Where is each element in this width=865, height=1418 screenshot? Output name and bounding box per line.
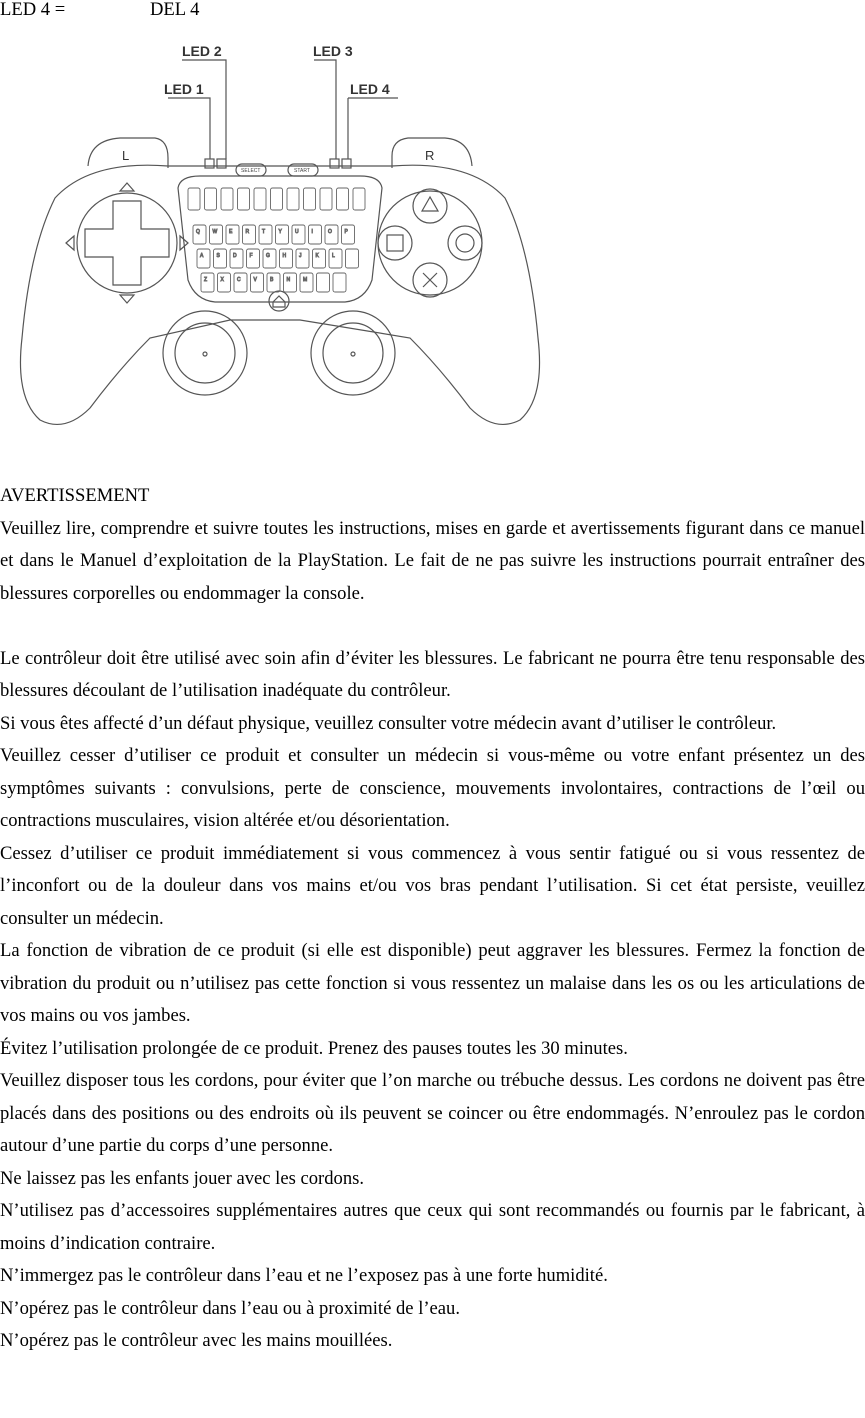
keyboard-key — [317, 273, 330, 292]
keyboard-key-label: W — [212, 229, 218, 235]
keyboard-key-label: R — [245, 229, 250, 235]
keyboard-key — [313, 249, 326, 268]
start-label: START — [294, 168, 310, 174]
keyboard-key — [329, 249, 342, 268]
keyboard-key-label: L — [332, 253, 335, 259]
shoulder-right-label: R — [425, 148, 435, 163]
warning-paragraph: Évitez l’utilisation prolongée de ce produit. Prenez des pauses toutes les 30 minutes. — [0, 1037, 628, 1059]
keyboard-key-label: V — [253, 277, 257, 283]
keyboard-key-label: T — [262, 229, 266, 235]
right-stick-ring — [311, 311, 395, 395]
keyboard-keys — [188, 188, 365, 292]
keyboard-key-label: M — [303, 277, 308, 283]
warning-paragraph: N’opérez pas le contrôleur dans l’eau ou à proximité de l’eau. — [0, 1297, 461, 1319]
keyboard-key-label: H — [282, 253, 287, 259]
warning-paragraph: N’opérez pas le contrôleur avec les mains mouillées. — [0, 1330, 393, 1351]
dpad-ring — [77, 193, 177, 293]
keyboard-key — [271, 188, 283, 210]
keyboard-key-label: X — [220, 277, 224, 283]
led-4-label: LED 4 — [350, 81, 390, 97]
keyboard-key — [304, 188, 316, 210]
keyboard-key — [226, 225, 239, 244]
warning-paragraph: Veuillez cesser d’utiliser ce produit et consulter un médecin si vous-même ou votre enfant présentez un des symptômes suivants : convulsions, perte de conscience, mouvements involontaires, contractions de l’œil ou contractions musculaires, vision altérée et/ou désorientation. — [0, 745, 865, 831]
led-3-label: LED 3 — [313, 43, 353, 59]
keyboard-key-label: D — [233, 253, 237, 259]
dpad-icon — [85, 201, 169, 285]
triangle-button — [413, 189, 447, 223]
warning-paragraph: Cessez d’utiliser ce produit immédiatement si vous commencez à vous sentir fatigué ou si vous ressentez de l’inconfort ou de la douleur dans vos mains et/ou vos bras pendant l’utilisation. Si cet état persiste, veuillez consulter un médecin. — [0, 842, 865, 929]
keyboard-key — [346, 249, 359, 268]
warning-paragraph: Ne laissez pas les enfants jouer avec les cordons. — [0, 1167, 364, 1189]
warning-paragraph: Si vous êtes affecté d’un défaut physique, veuillez consulter votre médecin avant d’utiliser le contrôleur. — [0, 712, 777, 734]
keyboard-key — [337, 188, 349, 210]
controller-illustration — [0, 38, 560, 430]
warning-intro: Veuillez lire, comprendre et suivre toutes les instructions, mises en garde et avertissements figurant dans ce manuel et dans le Manuel d’exploitation de la PlayStation. Le fait de ne pas suivre les instructions pourrait entraîner des blessures corporelles ou endommager la console. — [0, 517, 865, 604]
keyboard-key — [267, 273, 280, 292]
keyboard-key-label: Y — [278, 229, 282, 235]
keyboard-key — [320, 188, 332, 210]
warning-paragraph: N’utilisez pas d’accessoires supplémentaires autres que ceux qui sont recommandés ou fournis par le fabricant, à moins d’indication contraire. — [0, 1200, 865, 1254]
square-icon — [387, 235, 403, 251]
warning-section — [0, 480, 865, 1358]
led-2-indicator — [217, 159, 226, 168]
keyboard-key — [259, 225, 272, 244]
keyboard-key — [333, 273, 346, 292]
keyboard-key-label: F — [249, 253, 253, 259]
led-2-label: LED 2 — [182, 43, 222, 59]
controller-figure — [0, 38, 560, 430]
cross-icon — [423, 273, 437, 287]
warning-paragraph: Le contrôleur doit être utilisé avec soin afin d’éviter les blessures. Le fabricant ne pourra être tenu responsable des blessures découlant de l’utilisation inadéquate du contrôleur. — [0, 647, 865, 701]
led-1-indicator — [205, 159, 214, 168]
led-label: LED 4 = — [0, 0, 66, 20]
keyboard-key-label: I — [311, 229, 313, 235]
keyboard-key-label: Z — [204, 277, 208, 283]
keyboard-key-label: G — [266, 253, 270, 259]
keyboard-key-label: U — [295, 229, 299, 235]
keyboard-key-label: E — [229, 229, 233, 235]
keyboard-key-label: A — [200, 253, 204, 259]
keyboard-key-label: S — [216, 253, 220, 259]
warning-paragraph: Veuillez disposer tous les cordons, pour éviter que l’on marche ou trébuche dessus. Les cordons ne doivent pas être placés dans des positions ou des endroits où ils peuvent se coincer ou être endommagés. N’enroulez pas le cordon autour d’une partie du corps d’une personne. — [0, 1070, 865, 1156]
keyboard-key-label: B — [270, 277, 274, 283]
circle-button — [448, 226, 482, 260]
warning-paragraph: N’immergez pas le contrôleur dans l’eau et ne l’exposez pas à une forte humidité. — [0, 1265, 608, 1286]
led-4-indicator — [342, 159, 351, 168]
left-stick — [175, 323, 235, 383]
keyboard-key-label: C — [237, 277, 241, 283]
keyboard-key — [214, 249, 227, 268]
keyboard-key — [287, 188, 299, 210]
left-stick-ring — [163, 311, 247, 395]
keyboard-key-label: Q — [196, 229, 200, 235]
keyboard-key — [353, 188, 365, 210]
circle-icon — [456, 234, 474, 252]
keyboard-key — [296, 249, 309, 268]
home-button — [269, 291, 289, 311]
warning-paragraph: La fonction de vibration de ce produit (si elle est disponible) peut aggraver les blessures. Fermez la fonction de vibration du produit ou n’utilisez pas cette fonction si vous ressentez un malaise dans les os ou les articulations de vos mains ou vos jambes. — [0, 940, 865, 1026]
keyboard-key — [238, 188, 250, 210]
keyboard-key — [342, 225, 355, 244]
keyboard-key — [276, 225, 289, 244]
keyboard-key — [205, 188, 217, 210]
select-label: SELECT — [241, 168, 261, 174]
controller-body — [20, 165, 539, 424]
keyboard-key-label: J — [299, 253, 302, 259]
keyboard-key-label: P — [344, 229, 348, 235]
led-translation: DEL 4 — [150, 0, 200, 20]
keyboard-key — [309, 225, 322, 244]
keyboard-key — [197, 249, 210, 268]
keyboard-key-label: N — [286, 277, 291, 283]
keyboard-key — [247, 249, 260, 268]
square-button — [378, 226, 412, 260]
keyboard-key-label: O — [328, 229, 332, 235]
keyboard-key — [254, 188, 266, 210]
keyboard-key-label: K — [315, 253, 319, 259]
led-3-indicator — [330, 159, 339, 168]
right-stick — [323, 323, 383, 383]
keyboard-key — [221, 188, 233, 210]
warning-heading: AVERTISSEMENT — [0, 485, 150, 506]
keyboard-key — [218, 273, 231, 292]
led-1-label: LED 1 — [164, 81, 204, 97]
keyboard-key — [201, 273, 214, 292]
triangle-icon — [422, 197, 438, 211]
shoulder-left-label: L — [122, 148, 130, 163]
keyboard-key — [251, 273, 264, 292]
keyboard-key — [188, 188, 200, 210]
